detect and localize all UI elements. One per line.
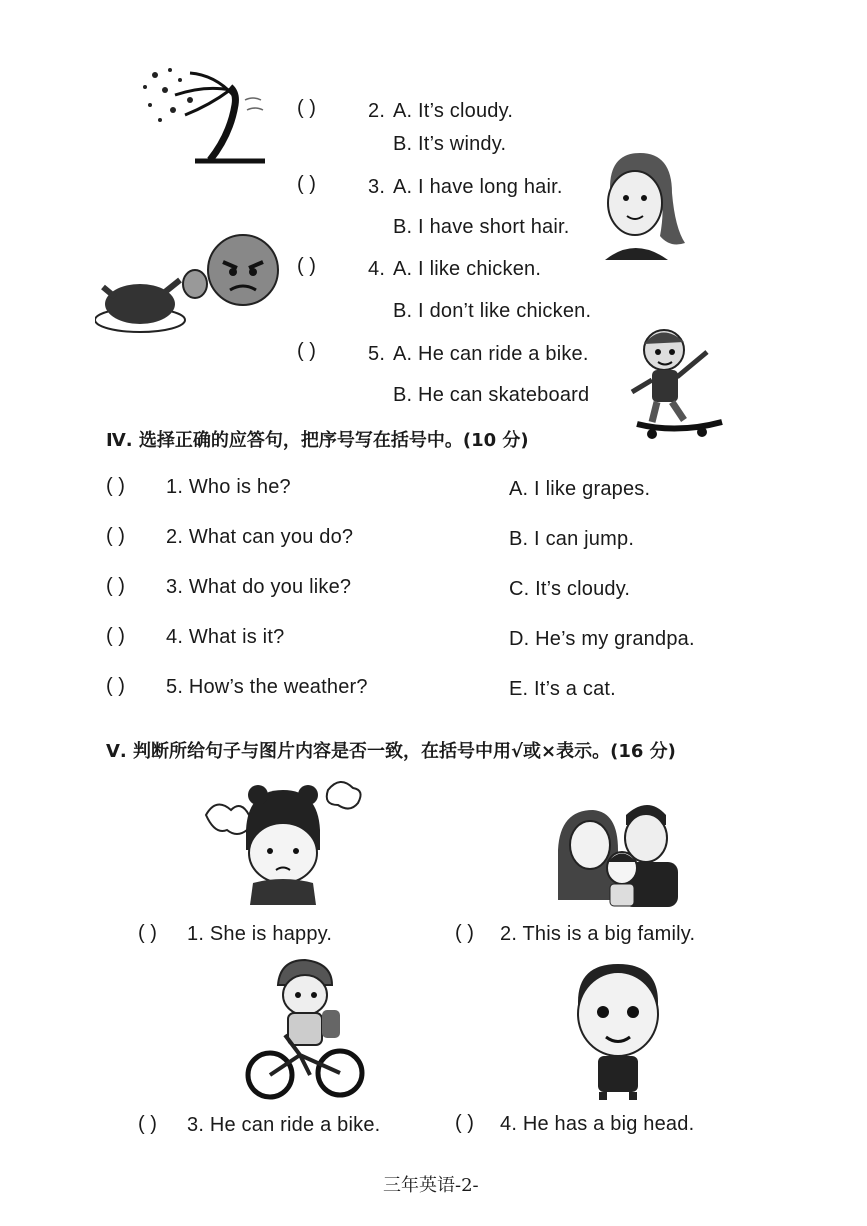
answer-option: B. I can jump. (509, 528, 635, 550)
statement: 3. He can ride a bike. (187, 1114, 381, 1136)
option-a: A. He can ride a bike. (393, 343, 589, 365)
statement: 4. He has a big head. (500, 1113, 695, 1135)
answer-bracket[interactable]: ( ) (106, 575, 125, 597)
answer-bracket[interactable]: ( ) (455, 1112, 474, 1134)
windy-tree-picture (135, 65, 275, 165)
answer-bracket[interactable]: ( ) (106, 475, 125, 497)
answer-bracket[interactable]: ( ) (106, 625, 125, 647)
answer-option: A. I like grapes. (509, 478, 651, 500)
answer-bracket[interactable]: ( ) (297, 173, 316, 195)
question: 2. What can you do? (166, 526, 354, 548)
statement: 2. This is a big family. (500, 923, 696, 945)
big-head-boy-picture (568, 962, 668, 1102)
family-picture (548, 790, 693, 910)
answer-option: D. He’s my grandpa. (509, 628, 695, 650)
statement: 1. She is happy. (187, 923, 333, 945)
answer-bracket[interactable]: ( ) (297, 340, 316, 362)
option-b: B. He can skateboard (393, 384, 590, 406)
answer-option: E. It’s a cat. (509, 678, 616, 700)
option-b: B. It’s windy. (393, 133, 507, 155)
question: 4. What is it? (166, 626, 285, 648)
answer-bracket[interactable]: ( ) (455, 922, 474, 944)
option-a: A. It’s cloudy. (393, 100, 514, 122)
answer-bracket[interactable]: ( ) (297, 97, 316, 119)
item-number: 5. (368, 343, 386, 365)
item-number: 3. (368, 176, 386, 198)
question: 3. What do you like? (166, 576, 352, 598)
option-b: B. I don’t like chicken. (393, 300, 592, 322)
option-b: B. I have short hair. (393, 216, 570, 238)
skateboard-boy-picture (622, 322, 732, 447)
angry-girl-picture (198, 775, 368, 910)
answer-option: C. It’s cloudy. (509, 578, 631, 600)
item-number: 2. (368, 100, 386, 122)
question: 1. Who is he? (166, 476, 291, 498)
answer-bracket[interactable]: ( ) (297, 255, 316, 277)
answer-bracket[interactable]: ( ) (106, 675, 125, 697)
answer-bracket[interactable]: ( ) (106, 525, 125, 547)
boy-riding-bike-picture (240, 955, 370, 1105)
item-number: 4. (368, 258, 386, 280)
section-heading-part5: Ⅴ. 判断所给句子与图片内容是否一致，在括号中用√或×表示。(16 分) (106, 741, 676, 762)
question: 5. How’s the weather? (166, 676, 368, 698)
answer-bracket[interactable]: ( ) (138, 1113, 157, 1135)
chicken-and-angry-face-picture (95, 232, 295, 337)
section-heading-part4: Ⅳ. 选择正确的应答句，把序号写在括号中。(10 分) (106, 430, 529, 451)
long-hair-girl-picture (590, 148, 690, 263)
answer-bracket[interactable]: ( ) (138, 922, 157, 944)
option-a: A. I like chicken. (393, 258, 542, 280)
page-footer: 三年英语-2- (383, 1175, 479, 1196)
option-a: A. I have long hair. (393, 176, 563, 198)
